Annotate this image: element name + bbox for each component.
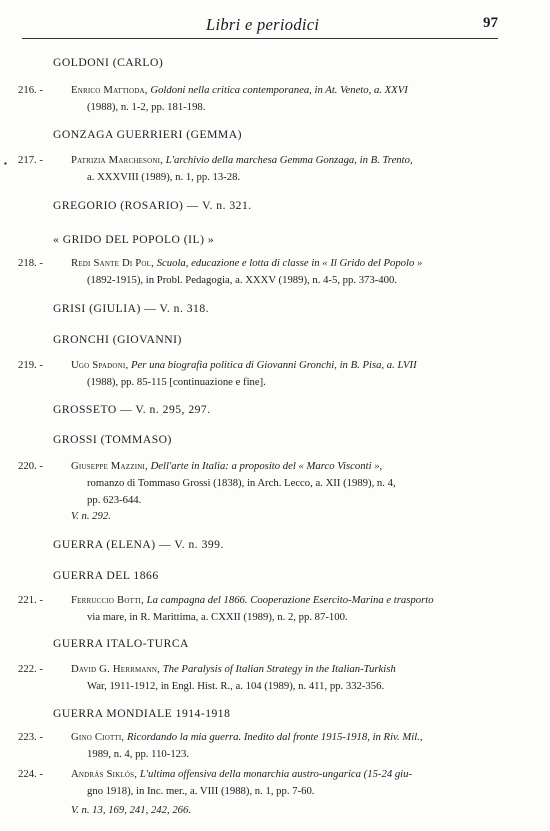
- entry-author: András Siklós,: [71, 768, 138, 780]
- bibliography-entry: [18, 82, 496, 116]
- running-header: [22, 12, 498, 39]
- entry-continuation: a. XXXVIII (1989), n. 1, pp. 13-28.: [87, 171, 241, 183]
- index-heading: GUERRA ITALO-TURCA: [53, 637, 189, 650]
- entry-continuation: pp. 623-644.: [87, 494, 142, 506]
- page-number: 97: [483, 15, 498, 31]
- entry-continuation: (1988), pp. 85-115 [continuazione e fine].: [87, 376, 266, 388]
- entry-number: 219. -: [18, 359, 43, 371]
- see-also-reference: V. n. 13, 169, 241, 242, 266.: [71, 804, 192, 816]
- entry-number: 221. -: [18, 594, 43, 606]
- entry-title: The Paralysis of Italian Strategy in the Italian-Turkish: [162, 663, 396, 675]
- entry-continuation: War, 1911-1912, in Engl. Hist. R., a. 104 (1989), n. 411, pp. 332-356.: [87, 680, 385, 692]
- entry-continuation: romanzo di Tommaso Grossi (1838), in Arch. Lecco, a. XII (1989), n. 4,: [87, 477, 396, 489]
- entry-title: Dell'arte in Italia: a proposito del « Marco Visconti »,: [150, 460, 383, 472]
- bibliography-entry: [18, 661, 496, 695]
- index-heading: GROSSETO — V. n. 295, 297.: [53, 403, 211, 416]
- entry-author: Ferruccio Botti,: [71, 594, 144, 606]
- entry-author: Ugo Spadoni,: [71, 359, 129, 371]
- entry-number: 223. -: [18, 731, 43, 743]
- running-title: Libri e periodici: [206, 15, 320, 34]
- index-heading: GUERRA MONDIALE 1914-1918: [53, 707, 231, 720]
- bibliography-entry: [18, 255, 496, 289]
- entry-number: 224. -: [18, 768, 43, 780]
- index-heading: GROSSI (TOMMASO): [53, 433, 172, 446]
- entry-title: Ricordando la mia guerra. Inedito dal fronte 1915-1918, in Riv. Mil.,: [126, 731, 423, 743]
- entry-title: La campagna del 1866. Cooperazione Esercito-Marina e trasporto: [146, 594, 434, 606]
- bibliography-entry: [18, 458, 496, 509]
- index-heading: GUERRA (ELENA) — V. n. 399.: [53, 538, 224, 551]
- entry-author: Patrizia Marchesoni,: [71, 154, 164, 166]
- index-heading: GUERRA DEL 1866: [53, 569, 159, 582]
- bibliography-entry: [18, 766, 496, 800]
- index-heading: GREGORIO (ROSARIO) — V. n. 321.: [53, 199, 252, 212]
- entry-title: L'archivio della marchesa Gemma Gonzaga, in B. Trento,: [165, 154, 413, 166]
- entry-title: Scuola, educazione e lotta di classe in « Il Grido del Popolo »: [156, 257, 423, 269]
- entry-continuation: (1892-1915), in Probl. Pedagogia, a. XXXV (1989), n. 4-5, pp. 373-400.: [87, 274, 397, 286]
- entry-author: Gino Ciotti,: [71, 731, 125, 743]
- entry-number: 217. -: [18, 154, 43, 166]
- bibliography-entry: [18, 729, 496, 763]
- bibliography-entry: [18, 357, 496, 391]
- entry-author: Redi Sante Di Pol,: [71, 257, 155, 269]
- index-heading: GOLDONI (CARLO): [53, 56, 164, 69]
- entry-author: Enrico Mattioda,: [71, 84, 148, 96]
- entry-continuation: via mare, in R. Marittima, a. CXXII (1989), n. 2, pp. 87-100.: [87, 611, 348, 623]
- bibliography-entry: [4, 152, 496, 186]
- entry-number: 216. -: [18, 84, 43, 96]
- entry-title: Per una biografia politica di Giovanni Gronchi, in B. Pisa, a. LVII: [131, 359, 417, 371]
- margin-mark-icon: ▪: [4, 159, 7, 168]
- entry-continuation: gno 1918), in Inc. mer., a. VIII (1988), n. 1, pp. 7-60.: [87, 785, 315, 797]
- index-heading: « GRIDO DEL POPOLO (IL) »: [53, 233, 215, 246]
- see-also-reference: V. n. 292.: [71, 510, 111, 522]
- entry-author: Giuseppe Mazzini,: [71, 460, 148, 472]
- entry-number: 218. -: [18, 257, 43, 269]
- entry-title: Goldoni nella critica contemporanea, in At. Veneto, a. XXVI: [150, 84, 408, 96]
- entry-number: 222. -: [18, 663, 43, 675]
- entry-number: 220. -: [18, 460, 43, 472]
- index-heading: GRONCHI (GIOVANNI): [53, 333, 182, 346]
- entry-title: L'ultima offensiva della monarchia austro-ungarica (15-24 giu-: [139, 768, 413, 780]
- index-heading: GRISI (GIULIA) — V. n. 318.: [53, 302, 210, 315]
- entry-continuation: (1988), n. 1-2, pp. 181-198.: [87, 101, 206, 113]
- index-heading: GONZAGA GUERRIERI (GEMMA): [53, 128, 242, 141]
- entry-continuation: 1989, n. 4, pp. 110-123.: [87, 748, 190, 760]
- bibliography-entry: [18, 592, 496, 626]
- entry-author: David G. Herrmann,: [71, 663, 161, 675]
